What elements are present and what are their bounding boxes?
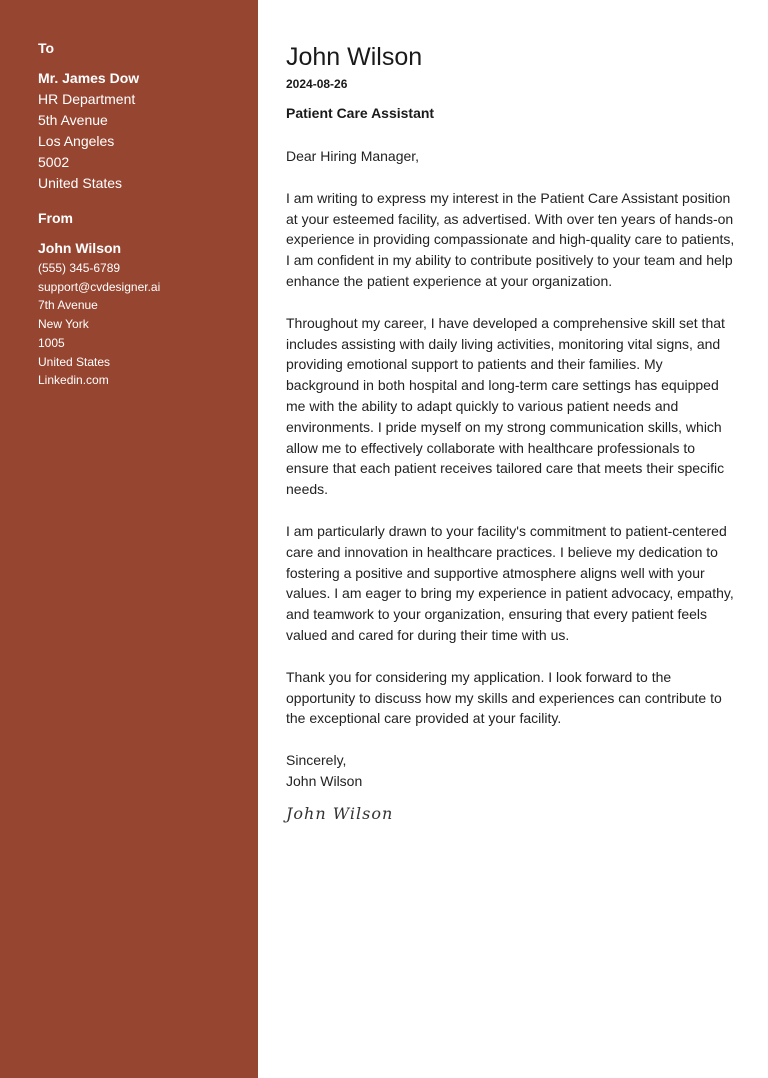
signature: John Wilson bbox=[286, 803, 394, 823]
paragraph-1: I am writing to express my interest in the Patient Care Assistant position at your esteemed facility, as advertised. With over ten years of hands-on experience in providing compassionate and high-quality care to patients, I am confident in my ability to contribute positively to your team and help enhance the patient experience at your organization. bbox=[286, 189, 735, 289]
paragraph-2: Throughout my career, I have developed a comprehensive skill set that includes assisting with daily living activities, monitoring vital signs, and providing emotional support to patients and their families. My background in both hospital and long-term care settings has equipped me with the ability to adapt quickly to various patient needs and environments. I pride myself on my strong communication skills, which allow me to effectively collaborate with healthcare professionals to ensure that each patient receives tailored care that meets their specific needs. bbox=[286, 314, 725, 498]
sender-street: 7th Avenue bbox=[38, 298, 98, 313]
letter-position: Patient Care Assistant bbox=[286, 105, 435, 121]
recipient-city: Los Angeles bbox=[38, 133, 115, 149]
sender-heading: From bbox=[38, 210, 73, 226]
recipient-name: Mr. James Dow bbox=[38, 70, 140, 86]
sender-city: New York bbox=[38, 317, 89, 332]
sidebar bbox=[0, 0, 258, 1078]
sender-linkedin-link[interactable]: Linkedin.com bbox=[38, 373, 109, 388]
recipient-department: HR Department bbox=[38, 91, 136, 107]
salutation: Dear Hiring Manager, bbox=[286, 148, 420, 164]
sender-zip: 1005 bbox=[38, 335, 65, 350]
letter-date: 2024-08-26 bbox=[286, 77, 348, 91]
sender-phone: (555) 345-6789 bbox=[38, 261, 121, 275]
paragraph-4: Thank you for considering my application. I look forward to the opportunity to discuss how my skills and experiences can contribute to the exceptional care provided at your facility. bbox=[286, 668, 722, 727]
recipient-country: United States bbox=[38, 175, 123, 191]
recipient-zip: 5002 bbox=[38, 154, 70, 170]
sender-email[interactable]: support@cvdesigner.ai bbox=[38, 279, 161, 294]
recipient-heading: To bbox=[38, 40, 55, 56]
sender-name: John Wilson bbox=[38, 240, 122, 256]
letter-body bbox=[286, 0, 736, 823]
letter-author-name: John Wilson bbox=[286, 43, 423, 71]
paragraph-3: I am particularly drawn to your facility's commitment to patient-centered care and innovation in healthcare practices. I believe my dedication to fostering a positive and supportive atmosphere aligns well with your values. I am eager to bring my experience in patient advocacy, empathy, and teamwork to your organization, ensuring that every patient feels valued and cared for during their time with us. bbox=[286, 522, 734, 643]
sender-country: United States bbox=[38, 354, 111, 369]
closing: Sincerely, bbox=[286, 752, 347, 769]
closing-name: John Wilson bbox=[286, 772, 363, 789]
recipient-street: 5th Avenue bbox=[38, 112, 108, 128]
